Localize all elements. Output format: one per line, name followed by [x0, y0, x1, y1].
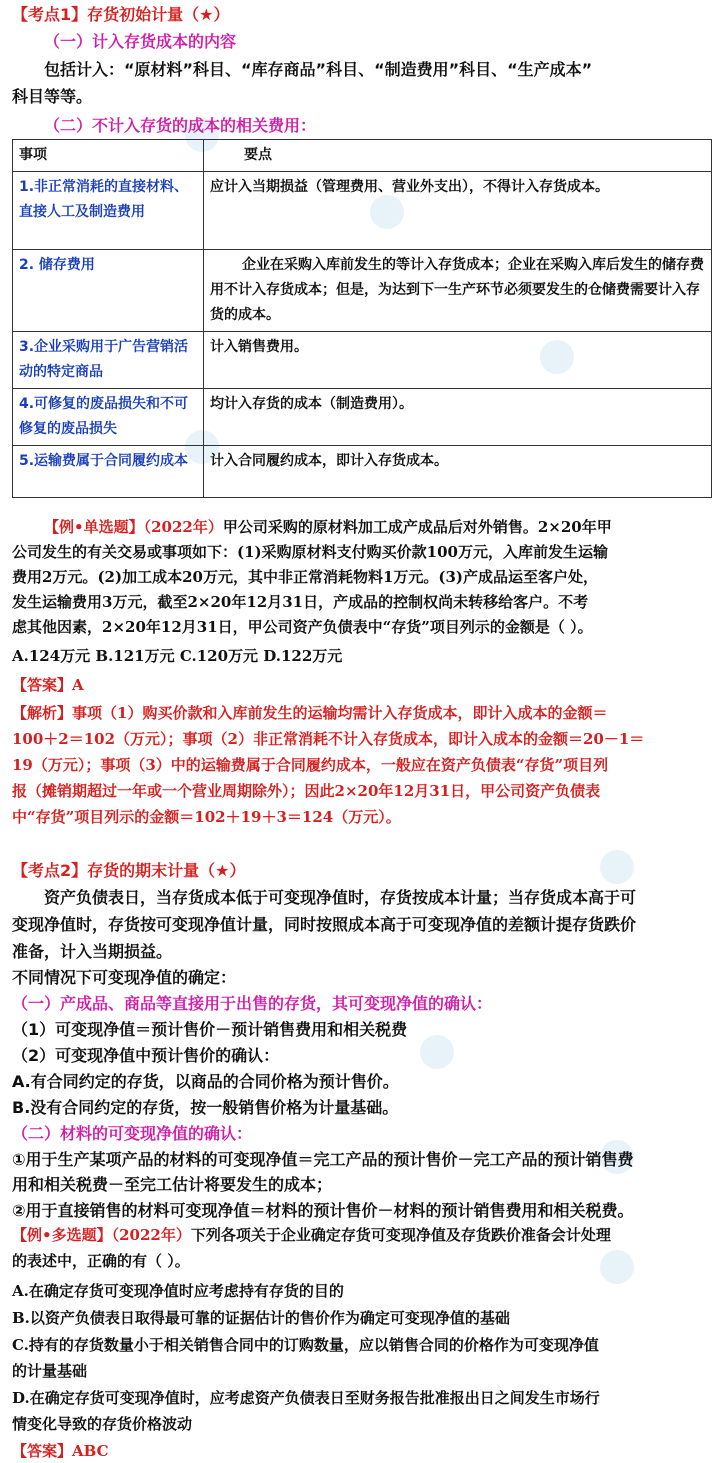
- example2-q2: 的表述中，正确的有（ ）。: [12, 1252, 190, 1270]
- section2-p3: 准备，计入当期损益。: [12, 942, 173, 961]
- example2-question-line: [12, 1224, 712, 1245]
- table-cell-item: 5.运输费属于合同履约成本: [13, 446, 204, 498]
- section2-sub2: （二）材料的可变现净值的确认：: [12, 1124, 253, 1143]
- table-cell-item: 1.非正常消耗的直接材料、直接人工及制造费用: [13, 172, 204, 250]
- table-header-row: [13, 140, 712, 172]
- section1-line2: 科目等等。: [12, 87, 93, 106]
- example2-option-c2: 的计量基础: [12, 1362, 88, 1380]
- section2-heading: 【考点2】存货的期末计量（★）: [12, 861, 246, 880]
- section2-l4: B.没有合同约定的存货，按一般销售价格为计量基础。: [12, 1098, 399, 1117]
- example1-analysis-3: 19（万元）；事项（3）中的运输费属于合同履约成本，一般应在资产负债表“存货”项目列: [12, 756, 609, 774]
- example2-option-b: B.以资产负债表日取得最可靠的证据估计的售价作为确定可变现净值的基础: [12, 1309, 510, 1327]
- section1-sub1: （一）计入存货成本的内容: [44, 32, 237, 51]
- example1-analysis-2: 100＋2＝102（万元）；事项（2）非正常消耗不计入存货成本，即计入成本的金额＝20－1＝: [12, 730, 645, 748]
- example1-q3: 费用2万元。(2)加工成本20万元，其中非正常消耗物料1万元。(3)产成品运至客户处，: [12, 568, 599, 586]
- table-row: [13, 389, 712, 446]
- example1-q1: 甲公司采购的原材料加工成产成品后对外销售。2×20年甲: [222, 518, 612, 536]
- section2-p4: 不同情况下可变现净值的确定：: [12, 968, 237, 987]
- section2-l2: （2）可变现净值中预计售价的确认：: [12, 1046, 280, 1065]
- section2-p2: 变现净值时，存货按可变现净值计量，同时按照成本高于可变现净值的差额计提存货跌价: [12, 915, 637, 934]
- example1-analysis-4: 报（摊销期超过一年或一个营业周期除外）；因此2×20年12月31日，甲公司资产负债表: [12, 782, 601, 800]
- table-header-point: 要点: [204, 140, 712, 172]
- example1-answer: 【答案】A: [12, 676, 84, 694]
- example1-q2: 公司发生的有关交易或事项如下：(1)采购原材料支付购买价款100万元，入库前发生运输: [12, 543, 608, 561]
- example2-option-d2: 情变化导致的存货价格波动: [12, 1415, 193, 1433]
- example2-option-d1: D.在确定存货可变现净值时，应考虑资产负债表日至财务报告批准报出日之间发生市场行: [12, 1389, 600, 1407]
- example2-q1: 下列各项关于企业确定存货可变现净值及存货跌价准备会计处理: [190, 1226, 611, 1244]
- table-cell-point: 计入合同履约成本，即计入存货成本。: [204, 446, 712, 498]
- table-cell-item: 2. 储存费用: [13, 250, 204, 332]
- table-cell-item: 3.企业采购用于广告营销活动的特定商品: [13, 332, 204, 389]
- table-row: [13, 332, 712, 389]
- table-cell-point: 均计入存货的成本（制造费用）。: [204, 389, 712, 446]
- table-cell-item: 4.可修复的废品损失和不可修复的废品损失: [13, 389, 204, 446]
- example2-tag: 【例•多选题】（2022年）: [12, 1226, 191, 1244]
- table-row: [13, 446, 712, 498]
- example1-tag: 【例•单选题】（2022年）: [44, 518, 223, 536]
- section2-p1: 资产负债表日，当存货成本低于可变现净值时，存货按成本计量；当存货成本高于可: [44, 888, 637, 907]
- section2-m3: ②用于直接销售的材料可变现净值＝材料的预计售价－材料的预计销售费用和相关税费。: [12, 1201, 634, 1220]
- section2-m2: 用和相关税费－至完工估计将要发生的成本；: [12, 1175, 333, 1194]
- table-cell-point: 计入销售费用。: [204, 332, 712, 389]
- table-cell-point: 企业在采购入库前发生的等计入存货成本；企业在采购入库后发生的储存费用不计入存货成本；但是，为达到下一生产环节必须要发生的仓储费需要计入存货的成本。: [204, 250, 712, 332]
- example2-answer: 【答案】ABC: [12, 1442, 109, 1460]
- example1-options: A.124万元 B.121万元 C.120万元 D.122万元: [12, 647, 343, 665]
- table-cell-point: 应计入当期损益（管理费用、营业外支出），不得计入存货成本。: [204, 172, 712, 250]
- section1-heading: 【考点1】存货初始计量（★）: [12, 5, 230, 24]
- example1-question-line: [12, 516, 720, 537]
- example1-analysis-5: 中“存货”项目列示的金额＝102＋19＋3＝124（万元）。: [12, 808, 401, 826]
- example1-q4: 发生运输费用3万元，截至2×20年12月31日，产成品的控制权尚未转移给客户。不考: [12, 593, 589, 611]
- example1-analysis-1: 【解析】事项（1）购买价款和入库前发生的运输均需计入存货成本，即计入成本的金额＝: [12, 704, 608, 722]
- table-row: [13, 250, 712, 332]
- section1-line1: 包括计入：“原材料”科目、“库存商品”科目、“制造费用”科目、“生产成本”: [44, 60, 593, 79]
- example2-option-c1: C.持有的存货数量小于相关销售合同中的订购数量，应以销售合同的价格作为可变现净值: [12, 1336, 599, 1354]
- section2-l1: （1）可变现净值＝预计售价－预计销售费用和相关税费: [12, 1020, 408, 1039]
- table-row: [13, 172, 712, 250]
- section1-sub2: （二）不计入存货的成本的相关费用：: [44, 116, 317, 135]
- section2-sub1: （一）产成品、商品等直接用于出售的存货，其可变现净值的确认：: [12, 994, 493, 1013]
- example2-option-a: A.在确定存货可变现净值时应考虑持有存货的目的: [12, 1282, 344, 1300]
- section2-m1: ①用于生产某项产品的材料的可变现净值＝完工产品的预计售价－完工产品的预计销售费: [12, 1150, 634, 1169]
- fee-table: [12, 139, 712, 498]
- example1-q5: 虑其他因素，2×20年12月31日，甲公司资产负债表中“存货”项目列示的金额是（ ）。: [12, 618, 593, 636]
- table-header-item: 事项: [13, 140, 204, 172]
- section2-l3: A.有合同约定的存货，以商品的合同价格为预计售价。: [12, 1072, 399, 1091]
